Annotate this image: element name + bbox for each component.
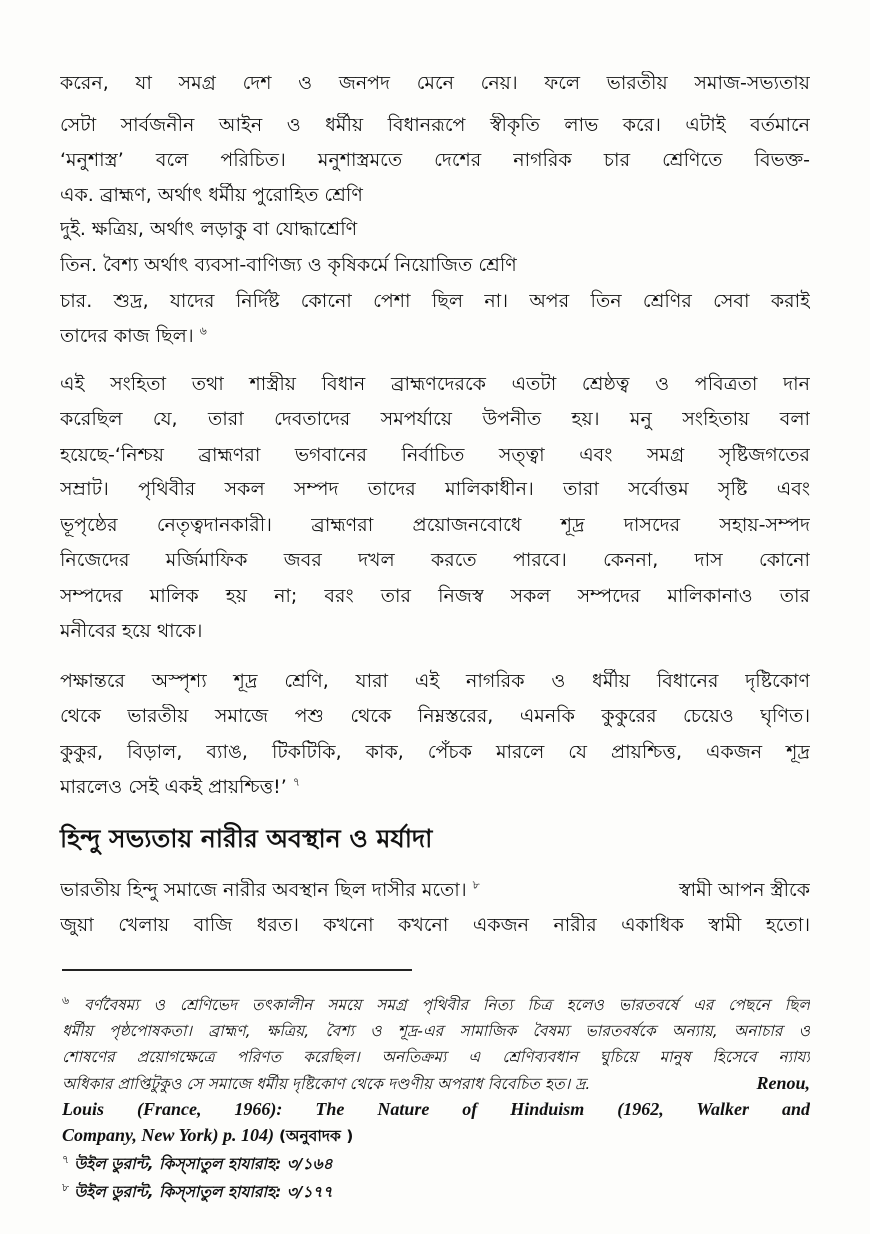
paragraph-4-line: ভারতীয় হিন্দু সমাজে নারীর অবস্থান ছিল দাসীর মতো। $^৮$ স্বামী আপন স্ত্রীকে [60,878,810,901]
paragraph-1-line: সেটা সার্বজনীন আইন ও ধর্মীয় বিধানরূপে স্বীকৃতি লাভ করে। এটাই বর্তমানে [60,114,810,136]
paragraph-3-last-line: মারলেও সেই একই প্রায়শ্চিত্ত!’ $^৭$ [60,775,301,798]
paragraph-2-line: সম্পদের মালিক হয় না; বরং তার নিজস্ব সকল সম্পদের মালিকানাও তার [60,585,810,607]
paragraph-1-line: তিন. বৈশ্য অর্থাৎ ব্যবসা-বাণিজ্য ও কৃষিকর্মে নিয়োজিত শ্রেণি [60,254,517,276]
paragraph-3-line: থেকে ভারতীয় সমাজে পশু থেকে নিম্নস্তরের, এমনকি কুকুরের চেয়েও ঘৃণিত। [60,705,810,727]
paragraph-2-line: ভূপৃষ্ঠের নেতৃত্বদানকারী। ব্রাহ্মণরা প্রয়োজনবোধে শূদ্র দাসদের সহায়-সম্পদ [60,514,810,536]
footnote-6-line: $^৬$ বর্ণবৈষম্য ও শ্রেণিভেদ তৎকালীন সময়ে সমগ্র পৃথিবীর নিত্য চিত্র হলেও ভারতবর্ষে এর পেছনে ছিল [62,995,810,1014]
footnote-6-line: শোষণের প্রয়োগক্ষেত্রে পরিণত করেছিল। অনতিক্রম্য এ শ্রেণিব্যবধান ঘুচিয়ে মানুষ হিসেবে ন্যায্য [62,1048,810,1066]
footnote-6-line: Louis (France, 1966): The Nature of Hinduism (1962, Walker and [62,1099,810,1119]
footnote-divider [62,969,412,971]
paragraph-3-line: কুকুর, বিড়াল, ব্যাঙ, টিকটিকি, কাক, পেঁচক মারলে যে প্রায়শ্চিত্ত, একজন শূদ্র [60,741,810,763]
paragraph-2-line: মনীবের হয়ে থাকে। [60,620,203,642]
paragraph-2-line: সম্রাট। পৃথিবীর সকল সম্পদ তাদের মালিকাধীন। তারা সর্বোত্তম সৃষ্টি এবং [60,478,810,500]
footnote-ref-8[interactable]: ৮ [472,878,480,892]
footnote-7: $^৭$ উইল ডুরান্ট, কিস্‌সাতুল হাযারাহ: ৩/১৬৪ [62,1154,333,1173]
paragraph-1-line: চার. শুদ্র, যাদের নির্দিষ্ট কোনো পেশা ছিল না। অপর তিন শ্রেণির সেবা করাই [60,290,810,312]
footnote-6-line: ধর্মীয় পৃষ্ঠপোষকতা। ব্রাহ্মণ, ক্ষত্রিয়, বৈশ্য ও শূদ্র-এর সামাজিক বৈষম্য ভারতবর্ষকে অন্যায়, অনাচার ও [62,1022,810,1040]
section-heading: হিন্দু সভ্যতায় নারীর অবস্থান ও মর্যাদা [60,824,433,853]
paragraph-1-line: এক. ব্রাহ্মণ, অর্থাৎ ধর্মীয় পুরোহিত শ্রেণি [60,184,363,206]
footnote-ref-6[interactable]: ৬ [199,324,207,338]
paragraph-2-line: নিজেদের মর্জিমাফিক জবর দখল করতে পারবে। কেননা, দাস কোনো [60,549,810,571]
paragraph-4-line: জুয়া খেলায় বাজি ধরত। কখনো কখনো একজন নারীর একাধিক স্বামী হতো। [60,914,810,936]
paragraph-1-line: করেন, যা সমগ্র দেশ ও জনপদ মেনে নেয়। ফলে ভারতীয় সমাজ-সভ্যতায় [60,72,810,94]
paragraph-2-line: হয়েছে-‘নিশ্চয় ব্রাহ্মণরা ভগবানের নির্বাচিত সত্ত্বা এবং সমগ্র সৃষ্টিজগতের [60,444,810,466]
footnote-6-line: অধিকার প্রাপ্তিটুকুও সে সমাজে ধর্মীয় দৃষ্টিকোণ থেকে দণ্ডণীয় অপরাধ বিবেচিত হত। দ্র. Renou, [62,1073,810,1093]
paragraph-2-line: করেছিল যে, তারা দেবতাদের সমপর্যায়ে উপনীত হয়। মনু সংহিতায় বলা [60,408,810,430]
paragraph-3-line: পক্ষান্তরে অস্পৃশ্য শূদ্র শ্রেণি, যারা এই নাগরিক ও ধর্মীয় বিধানের দৃষ্টিকোণ [60,670,810,692]
paragraph-1-last-line: তাদের কাজ ছিল। $^৬$ [60,324,207,347]
footnote-6-line: Company, New York) p. 104) (অনুবাদক ) [62,1125,354,1145]
paragraph-1-line: দুই. ক্ষত্রিয়, অর্থাৎ লড়াকু বা যোদ্ধাশ্রেণি [60,218,358,240]
paragraph-1-line: ‘মনুশাস্ত্র’ বলে পরিচিত। মনুশাস্ত্রমতে দেশের নাগরিক চার শ্রেণিতে বিভক্ত- [60,149,810,171]
footnote-8: $^৮$ উইল ডুরান্ট, কিস্‌সাতুল হাযারাহ: ৩/১৭৭ [62,1182,333,1201]
footnote-ref-7[interactable]: ৭ [292,775,301,789]
paragraph-2-line: এই সংহিতা তথা শাস্ত্রীয় বিধান ব্রাহ্মণদেরকে এতটা শ্রেষ্ঠত্ব ও পবিত্রতা দান [60,373,810,395]
